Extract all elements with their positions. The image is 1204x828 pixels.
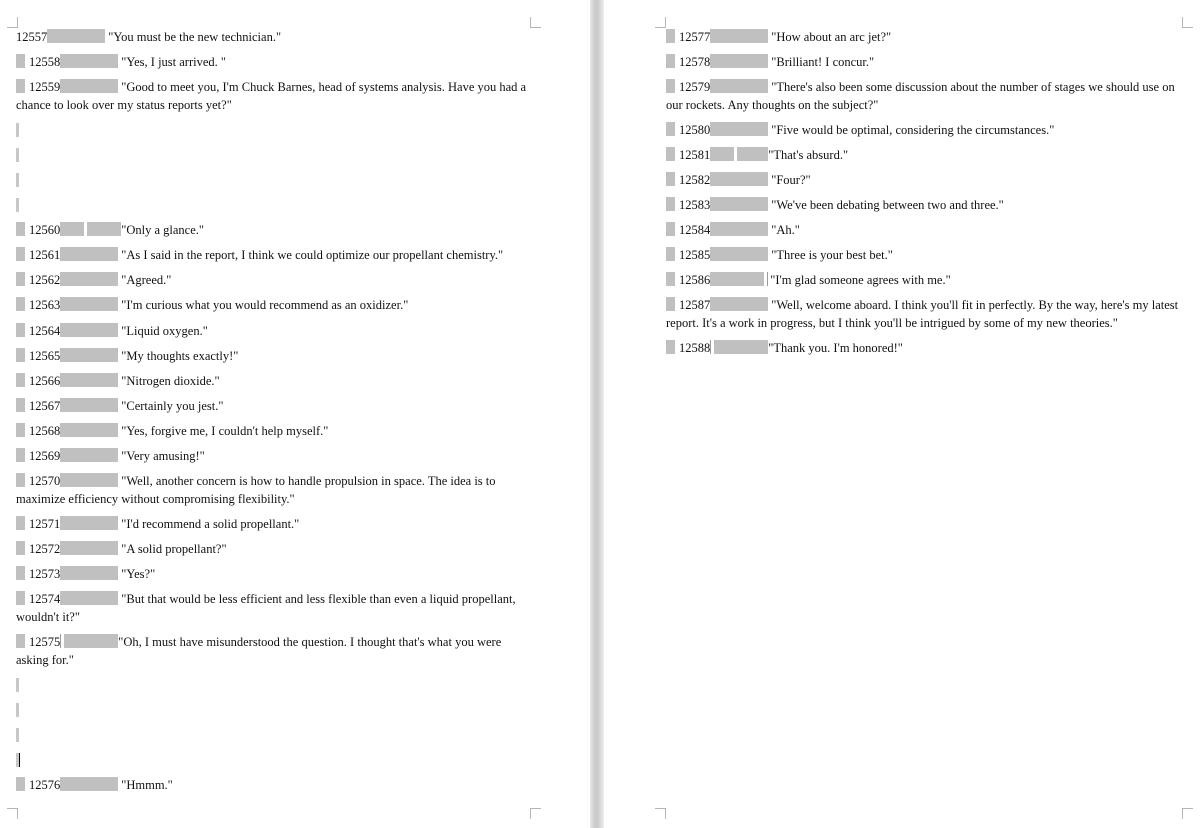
empty-paragraph-marker xyxy=(16,173,19,187)
line-text: "Well, another concern is how to handle propulsion in space. The idea is to maximize efficiency without compromising flexibility." xyxy=(16,474,496,506)
dialogue-line[interactable] xyxy=(16,398,536,416)
redacted-speaker xyxy=(47,29,105,43)
redacted-marker xyxy=(666,197,675,211)
line-number: 12587 xyxy=(679,298,711,312)
redacted-speaker xyxy=(60,423,118,437)
line-text: "Yes, forgive me, I couldn't help myself." xyxy=(121,424,329,438)
redacted-speaker xyxy=(60,541,118,555)
crop-mark-bottom-left xyxy=(655,808,666,819)
dialogue-line[interactable] xyxy=(16,541,536,559)
redacted-marker xyxy=(16,373,25,387)
redacted-speaker xyxy=(710,247,768,261)
redacted-speaker xyxy=(710,147,734,161)
dialogue-line[interactable] xyxy=(16,79,536,114)
crop-mark-top-right xyxy=(1182,17,1193,28)
line-number: 12562 xyxy=(29,273,61,287)
redacted-marker xyxy=(16,777,25,791)
redacted-marker xyxy=(16,448,25,462)
redacted-marker xyxy=(16,634,25,648)
line-text: "Well, welcome aboard. I think you'll fit in perfectly. By the way, here's my latest report. It's a work in progress, but I think you'll be intrigued by some of my new theories." xyxy=(666,298,1179,330)
document-page-left xyxy=(0,0,590,828)
redacted-speaker xyxy=(60,222,84,236)
redacted-speaker xyxy=(60,777,118,791)
redacted-speaker xyxy=(710,297,768,311)
line-text: "Hmmm." xyxy=(121,778,173,792)
redacted-marker xyxy=(16,297,25,311)
line-text: "Ah." xyxy=(771,223,800,237)
redacted-marker xyxy=(666,122,675,136)
line-text: "Three is your best bet." xyxy=(771,248,893,262)
dialogue-line[interactable] xyxy=(666,297,1186,332)
empty-paragraph-marker xyxy=(16,728,19,742)
dialogue-line[interactable] xyxy=(16,473,536,508)
line-number: 12576 xyxy=(29,778,61,792)
empty-paragraph-marker xyxy=(16,123,19,137)
redacted-marker xyxy=(666,147,675,161)
line-number: 12559 xyxy=(29,80,61,94)
crop-mark-top-right xyxy=(530,17,541,28)
line-number: 12578 xyxy=(679,55,711,69)
dialogue-line[interactable] xyxy=(16,247,536,265)
dialogue-line[interactable] xyxy=(16,348,536,366)
line-text: "Very amusing!" xyxy=(121,449,205,463)
redacted-marker xyxy=(666,297,675,311)
redacted-speaker xyxy=(60,247,118,261)
redacted-marker xyxy=(16,541,25,555)
redacted-speaker xyxy=(60,516,118,530)
line-number: 12573 xyxy=(29,567,61,581)
redacted-marker xyxy=(16,323,25,337)
line-text: "My thoughts exactly!" xyxy=(121,349,239,363)
line-number: 12579 xyxy=(679,80,711,94)
redacted-speaker xyxy=(60,448,118,462)
dialogue-line[interactable] xyxy=(666,122,1186,140)
document-page-right xyxy=(604,0,1204,828)
dialogue-line[interactable] xyxy=(666,54,1186,72)
line-text: "Four?" xyxy=(771,173,811,187)
line-text: "That's absurd." xyxy=(768,148,849,162)
redacted-speaker xyxy=(60,373,118,387)
line-text: "You must be the new technician." xyxy=(108,30,282,44)
redacted-marker xyxy=(666,340,675,354)
crop-mark-top-left xyxy=(7,17,18,28)
dialogue-line[interactable] xyxy=(16,634,536,669)
line-number: 12575 xyxy=(29,635,61,649)
dialogue-line[interactable] xyxy=(16,297,536,315)
redacted-marker xyxy=(16,566,25,580)
redacted-speaker xyxy=(710,222,768,236)
line-number: 12584 xyxy=(679,223,711,237)
line-text: "Agreed." xyxy=(121,273,172,287)
dialogue-line[interactable] xyxy=(16,591,536,626)
line-text: "Good to meet you, I'm Chuck Barnes, head of systems analysis. Have you had a chance to look over my status reports yet?" xyxy=(16,80,527,112)
empty-paragraph-marker xyxy=(16,678,19,692)
line-number: 12574 xyxy=(29,592,61,606)
line-number: 12582 xyxy=(679,173,711,187)
redacted-marker xyxy=(666,29,675,43)
redacted-marker xyxy=(16,516,25,530)
redacted-marker xyxy=(16,79,25,93)
redacted-marker xyxy=(666,54,675,68)
dialogue-line[interactable] xyxy=(666,197,1186,215)
redacted-speaker xyxy=(60,323,118,337)
redacted-speaker xyxy=(710,29,768,43)
line-text: "Liquid oxygen." xyxy=(121,324,208,338)
line-number: 12583 xyxy=(679,198,711,212)
dialogue-line[interactable] xyxy=(16,323,536,341)
dialogue-line[interactable] xyxy=(16,54,536,72)
dialogue-line[interactable] xyxy=(666,247,1186,265)
dialogue-line[interactable] xyxy=(16,516,536,534)
line-number: 12572 xyxy=(29,542,61,556)
line-text: "A solid propellant?" xyxy=(121,542,227,556)
dialogue-line[interactable] xyxy=(666,79,1186,114)
line-number: 12567 xyxy=(29,399,61,413)
dialogue-line[interactable] xyxy=(666,147,1186,165)
redacted-marker xyxy=(666,79,675,93)
redacted-speaker xyxy=(737,147,768,161)
redacted-marker xyxy=(16,54,25,68)
crop-mark-bottom-left xyxy=(7,808,18,819)
line-text: "Only a glance." xyxy=(121,223,204,237)
redacted-marker xyxy=(666,172,675,186)
redacted-speaker xyxy=(710,122,768,136)
crop-mark-bottom-right xyxy=(1182,808,1193,819)
line-text: "I'm curious what you would recommend as an oxidizer." xyxy=(121,298,409,312)
dialogue-line[interactable] xyxy=(16,373,536,391)
line-text: "As I said in the report, I think we could optimize our propellant chemistry." xyxy=(121,248,504,262)
line-text: "But that would be less efficient and less flexible than even a liquid propellant, wouldn't it?" xyxy=(16,592,516,624)
line-number: 12558 xyxy=(29,55,61,69)
redacted-speaker xyxy=(714,340,768,354)
line-number: 12577 xyxy=(679,30,711,44)
line-text: "Oh, I must have misunderstood the question. I thought that's what you were asking for." xyxy=(16,635,502,667)
line-number: 12565 xyxy=(29,349,61,363)
line-number: 12585 xyxy=(679,248,711,262)
line-text: "Nitrogen dioxide." xyxy=(121,374,220,388)
redacted-speaker xyxy=(710,172,768,186)
line-number: 12581 xyxy=(679,148,711,162)
dialogue-line[interactable] xyxy=(16,423,536,441)
line-text: "We've been debating between two and three." xyxy=(771,198,1004,212)
redacted-marker xyxy=(16,247,25,261)
crop-mark-bottom-right xyxy=(530,808,541,819)
redacted-marker xyxy=(666,272,675,286)
dialogue-line[interactable] xyxy=(666,29,1186,47)
line-number: 12588 xyxy=(679,341,711,355)
dialogue-line[interactable] xyxy=(666,272,1186,290)
dialogue-line[interactable] xyxy=(16,29,536,47)
line-text: "Yes?" xyxy=(121,567,156,581)
page-gutter xyxy=(590,0,604,828)
line-number: 12560 xyxy=(29,223,61,237)
crop-mark-top-left xyxy=(655,17,666,28)
line-number: 12563 xyxy=(29,298,61,312)
dialogue-line[interactable] xyxy=(16,272,536,290)
line-number: 12569 xyxy=(29,449,61,463)
empty-paragraph-marker xyxy=(16,198,19,212)
line-text: "Thank you. I'm honored!" xyxy=(768,341,903,355)
redacted-marker xyxy=(666,247,675,261)
line-text: "There's also been some discussion about the number of stages we should use on our rockets. Any thoughts on the subject?" xyxy=(666,80,1175,112)
redacted-speaker xyxy=(60,79,118,93)
redacted-speaker xyxy=(60,297,118,311)
dialogue-line[interactable] xyxy=(666,222,1186,240)
redacted-speaker xyxy=(60,566,118,580)
redacted-speaker xyxy=(710,197,768,211)
line-number: 12586 xyxy=(679,273,711,287)
text-cursor xyxy=(19,753,20,767)
redacted-speaker xyxy=(710,79,768,93)
redacted-marker xyxy=(666,222,675,236)
line-text: "I'd recommend a solid propellant." xyxy=(121,517,300,531)
line-text: "Five would be optimal, considering the circumstances." xyxy=(771,123,1055,137)
redacted-speaker xyxy=(60,54,118,68)
line-number: 12571 xyxy=(29,517,61,531)
empty-paragraph-marker xyxy=(16,703,19,717)
dialogue-line[interactable] xyxy=(16,566,536,584)
redacted-speaker xyxy=(60,398,118,412)
redacted-marker xyxy=(16,473,25,487)
line-text: "Brilliant! I concur." xyxy=(771,55,875,69)
line-text: "I'm glad someone agrees with me." xyxy=(770,273,951,287)
dialogue-line[interactable] xyxy=(666,172,1186,190)
line-text: "How about an arc jet?" xyxy=(771,30,892,44)
redacted-speaker xyxy=(710,54,768,68)
dialogue-line[interactable] xyxy=(16,222,536,240)
redacted-speaker xyxy=(87,222,121,236)
line-number: 12557 xyxy=(16,30,48,44)
line-text: "Yes, I just arrived. " xyxy=(121,55,227,69)
line-number: 12580 xyxy=(679,123,711,137)
redacted-speaker xyxy=(710,272,764,286)
redacted-marker xyxy=(16,591,25,605)
line-number: 12570 xyxy=(29,474,61,488)
redacted-marker xyxy=(16,398,25,412)
line-number: 12564 xyxy=(29,324,61,338)
line-number: 12561 xyxy=(29,248,61,262)
redacted-marker xyxy=(16,272,25,286)
redacted-marker xyxy=(16,222,25,236)
redacted-marker xyxy=(16,423,25,437)
line-number: 12566 xyxy=(29,374,61,388)
dialogue-line[interactable] xyxy=(666,340,1186,358)
redacted-speaker xyxy=(60,272,118,286)
redacted-speaker xyxy=(60,473,118,487)
dialogue-line[interactable] xyxy=(16,777,536,795)
line-text: "Certainly you jest." xyxy=(121,399,224,413)
line-number: 12568 xyxy=(29,424,61,438)
redacted-marker xyxy=(16,348,25,362)
empty-paragraph-marker xyxy=(16,148,19,162)
redacted-speaker xyxy=(64,634,118,648)
redacted-speaker xyxy=(60,348,118,362)
dialogue-line[interactable] xyxy=(16,448,536,466)
redacted-speaker xyxy=(60,591,118,605)
